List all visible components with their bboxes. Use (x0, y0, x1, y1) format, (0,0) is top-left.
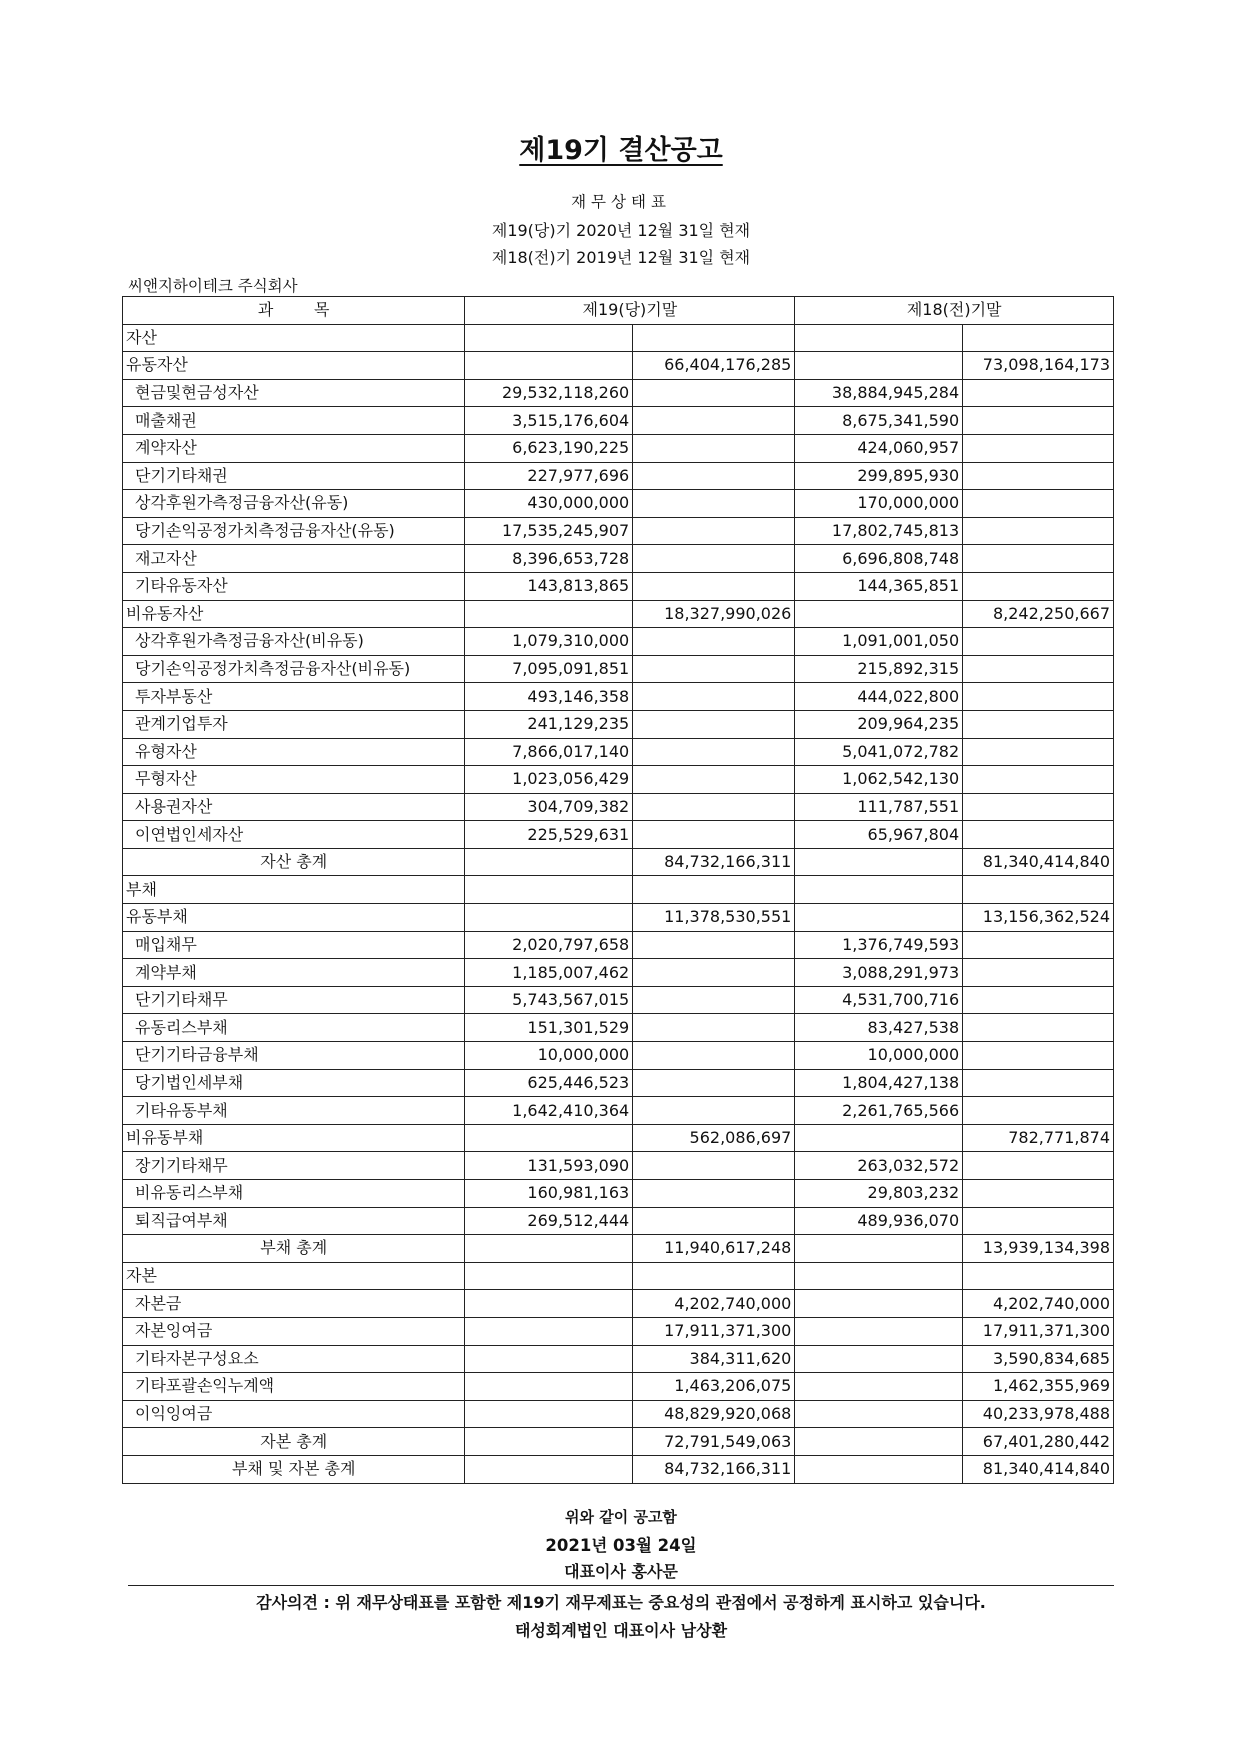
current-subtotal-value (633, 959, 795, 987)
prior-subtotal-value: 8,242,250,667 (963, 600, 1114, 628)
current-detail-value: 3,515,176,604 (465, 407, 633, 435)
divider (128, 1585, 1114, 1586)
table-row (123, 379, 1114, 407)
current-detail-value: 225,529,631 (465, 821, 633, 849)
prior-detail-value: 1,062,542,130 (795, 766, 963, 794)
account-name: 자본 총계 (123, 1428, 465, 1456)
prior-subtotal-value (963, 407, 1114, 435)
header-row (123, 297, 1114, 325)
current-detail-value (465, 324, 633, 352)
account-name: 유동부채 (123, 904, 465, 932)
prior-subtotal-value (963, 1207, 1114, 1235)
table-row (123, 1207, 1114, 1235)
prior-subtotal-value: 1,462,355,969 (963, 1373, 1114, 1401)
current-subtotal-value (633, 1014, 795, 1042)
prior-detail-value (795, 1373, 963, 1401)
table-row (123, 1042, 1114, 1070)
prior-subtotal-value: 13,939,134,398 (963, 1235, 1114, 1263)
table-row (123, 1124, 1114, 1152)
current-detail-value: 10,000,000 (465, 1042, 633, 1070)
account-name: 당기법인세부채 (123, 1069, 465, 1097)
current-subtotal-value (633, 490, 795, 518)
prior-detail-value: 2,261,765,566 (795, 1097, 963, 1125)
table-row (123, 848, 1114, 876)
current-subtotal-value (633, 462, 795, 490)
prior-detail-value: 424,060,957 (795, 434, 963, 462)
current-detail-value (465, 1124, 633, 1152)
current-detail-value (465, 1400, 633, 1428)
prior-detail-value (795, 1235, 963, 1263)
prior-subtotal-value: 3,590,834,685 (963, 1345, 1114, 1373)
account-name: 퇴직급여부채 (123, 1207, 465, 1235)
prior-subtotal-value (963, 959, 1114, 987)
current-detail-value (465, 1290, 633, 1318)
current-subtotal-value (633, 1180, 795, 1208)
current-subtotal-value (633, 545, 795, 573)
account-name: 자본금 (123, 1290, 465, 1318)
current-detail-value: 17,535,245,907 (465, 517, 633, 545)
current-subtotal-value (633, 379, 795, 407)
prior-detail-value: 170,000,000 (795, 490, 963, 518)
prior-detail-value: 29,803,232 (795, 1180, 963, 1208)
prior-subtotal-value (963, 793, 1114, 821)
prior-subtotal-value: 67,401,280,442 (963, 1428, 1114, 1456)
current-subtotal-value (633, 434, 795, 462)
period-prior: 제18(전)기 2019년 12월 31일 현재 (491, 248, 751, 267)
current-subtotal-value (633, 793, 795, 821)
current-subtotal-value: 84,732,166,311 (633, 1455, 795, 1483)
current-detail-value: 5,743,567,015 (465, 986, 633, 1014)
prior-detail-value (795, 848, 963, 876)
account-name: 유형자산 (123, 738, 465, 766)
table-row (123, 793, 1114, 821)
current-detail-value (465, 876, 633, 904)
prior-subtotal-value (963, 628, 1114, 656)
current-detail-value: 8,396,653,728 (465, 545, 633, 573)
table-row (123, 1014, 1114, 1042)
prior-detail-value (795, 1455, 963, 1483)
account-name: 단기기타금융부채 (123, 1042, 465, 1070)
account-name: 기타유동부채 (123, 1097, 465, 1125)
table-row (123, 710, 1114, 738)
table-row (123, 1317, 1114, 1345)
balance-sheet-table (122, 296, 1114, 1484)
account-name: 사용권자산 (123, 793, 465, 821)
table-row (123, 1290, 1114, 1318)
prior-subtotal-value (963, 1262, 1114, 1290)
current-subtotal-value: 72,791,549,063 (633, 1428, 795, 1456)
prior-detail-value: 209,964,235 (795, 710, 963, 738)
account-name: 상각후원가측정금융자산(유동) (123, 490, 465, 518)
prior-detail-value: 83,427,538 (795, 1014, 963, 1042)
current-detail-value: 2,020,797,658 (465, 931, 633, 959)
current-subtotal-value (633, 738, 795, 766)
current-subtotal-value: 4,202,740,000 (633, 1290, 795, 1318)
audit-opinion: 감사의견 : 위 재무상태표를 포함한 제19기 재무제표는 중요성의 관점에서 공정하게 표시하고 있습니다. (256, 1593, 986, 1612)
header-account: 과 목 (123, 297, 465, 325)
account-name: 무형자산 (123, 766, 465, 794)
table-row (123, 1097, 1114, 1125)
current-detail-value: 430,000,000 (465, 490, 633, 518)
prior-subtotal-value (963, 1042, 1114, 1070)
account-name: 이익잉여금 (123, 1400, 465, 1428)
account-name: 단기기타채무 (123, 986, 465, 1014)
prior-subtotal-value (963, 324, 1114, 352)
prior-detail-value (795, 1345, 963, 1373)
prior-detail-value (795, 352, 963, 380)
table-row (123, 352, 1114, 380)
table-body (123, 324, 1114, 1483)
table-row (123, 959, 1114, 987)
current-detail-value: 131,593,090 (465, 1152, 633, 1180)
current-detail-value: 29,532,118,260 (465, 379, 633, 407)
account-name: 계약부채 (123, 959, 465, 987)
current-subtotal-value: 562,086,697 (633, 1124, 795, 1152)
current-detail-value (465, 1235, 633, 1263)
current-subtotal-value: 17,911,371,300 (633, 1317, 795, 1345)
prior-subtotal-value (963, 1014, 1114, 1042)
prior-detail-value: 1,804,427,138 (795, 1069, 963, 1097)
table-row (123, 517, 1114, 545)
current-subtotal-value: 1,463,206,075 (633, 1373, 795, 1401)
current-detail-value: 6,623,190,225 (465, 434, 633, 462)
current-subtotal-value: 384,311,620 (633, 1345, 795, 1373)
account-name: 계약자산 (123, 434, 465, 462)
prior-subtotal-value (963, 931, 1114, 959)
prior-detail-value: 65,967,804 (795, 821, 963, 849)
table-row (123, 876, 1114, 904)
current-detail-value: 493,146,358 (465, 683, 633, 711)
account-name: 유동리스부채 (123, 1014, 465, 1042)
table-row (123, 407, 1114, 435)
current-subtotal-value: 84,732,166,311 (633, 848, 795, 876)
header-prior-period: 제18(전)기말 (795, 297, 1114, 325)
current-subtotal-value (633, 710, 795, 738)
current-detail-value: 1,023,056,429 (465, 766, 633, 794)
current-subtotal-value (633, 1097, 795, 1125)
current-detail-value: 625,446,523 (465, 1069, 633, 1097)
current-detail-value: 227,977,696 (465, 462, 633, 490)
current-detail-value (465, 1455, 633, 1483)
prior-detail-value (795, 600, 963, 628)
prior-subtotal-value: 73,098,164,173 (963, 352, 1114, 380)
prior-detail-value (795, 1124, 963, 1152)
current-subtotal-value (633, 821, 795, 849)
prior-subtotal-value (963, 766, 1114, 794)
prior-detail-value: 5,041,072,782 (795, 738, 963, 766)
prior-detail-value: 111,787,551 (795, 793, 963, 821)
current-subtotal-value (633, 766, 795, 794)
account-name: 매입채무 (123, 931, 465, 959)
current-subtotal-value (633, 572, 795, 600)
current-detail-value: 1,185,007,462 (465, 959, 633, 987)
table-row (123, 1235, 1114, 1263)
table-row (123, 904, 1114, 932)
prior-detail-value: 4,531,700,716 (795, 986, 963, 1014)
table-row (123, 324, 1114, 352)
current-subtotal-value (633, 1152, 795, 1180)
table-row (123, 1455, 1114, 1483)
account-name: 매출채권 (123, 407, 465, 435)
current-detail-value: 7,866,017,140 (465, 738, 633, 766)
current-detail-value (465, 1345, 633, 1373)
notice-date: 2021년 03월 24일 (545, 1536, 697, 1555)
account-name: 재고자산 (123, 545, 465, 573)
account-name: 자본잉여금 (123, 1317, 465, 1345)
prior-subtotal-value: 40,233,978,488 (963, 1400, 1114, 1428)
table-row (123, 1373, 1114, 1401)
account-name: 당기손익공정가치측정금융자산(비유동) (123, 655, 465, 683)
table-row (123, 1069, 1114, 1097)
current-subtotal-value (633, 407, 795, 435)
table-row (123, 572, 1114, 600)
prior-detail-value: 10,000,000 (795, 1042, 963, 1070)
table-row (123, 821, 1114, 849)
table-row (123, 1345, 1114, 1373)
account-name: 기타자본구성요소 (123, 1345, 465, 1373)
prior-detail-value (795, 1400, 963, 1428)
table-row (123, 1262, 1114, 1290)
current-detail-value: 7,095,091,851 (465, 655, 633, 683)
prior-subtotal-value (963, 572, 1114, 600)
current-subtotal-value (633, 1207, 795, 1235)
period-current: 제19(당)기 2020년 12월 31일 현재 (491, 221, 751, 240)
auditor-name: 태성회계법인 대표이사 남상환 (514, 1621, 728, 1640)
account-name: 투자부동산 (123, 683, 465, 711)
current-subtotal-value (633, 1069, 795, 1097)
current-subtotal-value (633, 1042, 795, 1070)
prior-subtotal-value (963, 1152, 1114, 1180)
current-subtotal-value (633, 683, 795, 711)
prior-detail-value: 6,696,808,748 (795, 545, 963, 573)
table-row (123, 462, 1114, 490)
ceo-name: 대표이사 홍사문 (564, 1562, 678, 1581)
prior-detail-value (795, 1290, 963, 1318)
current-detail-value (465, 1428, 633, 1456)
prior-subtotal-value: 782,771,874 (963, 1124, 1114, 1152)
prior-detail-value: 444,022,800 (795, 683, 963, 711)
current-subtotal-value (633, 655, 795, 683)
prior-subtotal-value: 81,340,414,840 (963, 1455, 1114, 1483)
current-subtotal-value (633, 628, 795, 656)
current-subtotal-value (633, 986, 795, 1014)
prior-detail-value: 38,884,945,284 (795, 379, 963, 407)
table-row (123, 683, 1114, 711)
table-row (123, 986, 1114, 1014)
prior-detail-value: 3,088,291,973 (795, 959, 963, 987)
account-name: 단기기타채권 (123, 462, 465, 490)
current-detail-value: 151,301,529 (465, 1014, 633, 1042)
current-detail-value: 241,129,235 (465, 710, 633, 738)
current-detail-value: 304,709,382 (465, 793, 633, 821)
table-row (123, 655, 1114, 683)
prior-detail-value: 8,675,341,590 (795, 407, 963, 435)
prior-subtotal-value (963, 434, 1114, 462)
header-current-period: 제19(당)기말 (465, 297, 795, 325)
account-name: 비유동부채 (123, 1124, 465, 1152)
table-row (123, 1400, 1114, 1428)
prior-subtotal-value (963, 683, 1114, 711)
account-name: 기타포괄손익누계액 (123, 1373, 465, 1401)
current-detail-value (465, 1262, 633, 1290)
prior-detail-value (795, 1262, 963, 1290)
account-name: 부채 (123, 876, 465, 904)
prior-subtotal-value (963, 986, 1114, 1014)
current-detail-value: 143,813,865 (465, 572, 633, 600)
table-row (123, 931, 1114, 959)
current-detail-value: 1,642,410,364 (465, 1097, 633, 1125)
prior-subtotal-value (963, 545, 1114, 573)
prior-subtotal-value: 4,202,740,000 (963, 1290, 1114, 1318)
current-detail-value (465, 904, 633, 932)
current-subtotal-value: 48,829,920,068 (633, 1400, 795, 1428)
account-name: 상각후원가측정금융자산(비유동) (123, 628, 465, 656)
account-name: 장기기타채무 (123, 1152, 465, 1180)
current-subtotal-value (633, 324, 795, 352)
account-name: 이연법인세자산 (123, 821, 465, 849)
prior-subtotal-value (963, 379, 1114, 407)
prior-subtotal-value (963, 1097, 1114, 1125)
current-subtotal-value: 11,378,530,551 (633, 904, 795, 932)
prior-detail-value: 17,802,745,813 (795, 517, 963, 545)
table-row (123, 600, 1114, 628)
prior-detail-value (795, 324, 963, 352)
table-row (123, 738, 1114, 766)
table-row (123, 1428, 1114, 1456)
current-subtotal-value: 66,404,176,285 (633, 352, 795, 380)
current-detail-value: 269,512,444 (465, 1207, 633, 1235)
current-detail-value (465, 1317, 633, 1345)
prior-detail-value (795, 904, 963, 932)
current-subtotal-value (633, 931, 795, 959)
prior-subtotal-value (963, 821, 1114, 849)
account-name: 현금및현금성자산 (123, 379, 465, 407)
prior-subtotal-value (963, 655, 1114, 683)
account-name: 당기손익공정가치측정금융자산(유동) (123, 517, 465, 545)
prior-detail-value: 489,936,070 (795, 1207, 963, 1235)
statement-subtitle: 재무상태표 (571, 193, 671, 211)
account-name: 유동자산 (123, 352, 465, 380)
table-row (123, 1180, 1114, 1208)
prior-detail-value (795, 1428, 963, 1456)
current-detail-value (465, 600, 633, 628)
prior-detail-value (795, 1317, 963, 1345)
account-name: 부채 및 자본 총계 (123, 1455, 465, 1483)
account-name: 부채 총계 (123, 1235, 465, 1263)
table-row (123, 490, 1114, 518)
account-name: 자산 총계 (123, 848, 465, 876)
prior-detail-value: 263,032,572 (795, 1152, 963, 1180)
current-subtotal-value: 18,327,990,026 (633, 600, 795, 628)
prior-subtotal-value (963, 490, 1114, 518)
prior-detail-value: 299,895,930 (795, 462, 963, 490)
notice-text: 위와 같이 공고함 (565, 1508, 677, 1526)
table-row (123, 766, 1114, 794)
prior-subtotal-value (963, 1069, 1114, 1097)
prior-subtotal-value: 81,340,414,840 (963, 848, 1114, 876)
current-detail-value: 1,079,310,000 (465, 628, 633, 656)
prior-subtotal-value (963, 462, 1114, 490)
current-subtotal-value (633, 1262, 795, 1290)
table-row (123, 434, 1114, 462)
account-name: 기타유동자산 (123, 572, 465, 600)
account-name: 비유동리스부채 (123, 1180, 465, 1208)
table-row (123, 628, 1114, 656)
current-subtotal-value: 11,940,617,248 (633, 1235, 795, 1263)
account-name: 자산 (123, 324, 465, 352)
prior-detail-value (795, 876, 963, 904)
prior-subtotal-value (963, 876, 1114, 904)
prior-subtotal-value (963, 738, 1114, 766)
current-subtotal-value (633, 876, 795, 904)
current-detail-value (465, 352, 633, 380)
prior-subtotal-value (963, 1180, 1114, 1208)
current-detail-value (465, 1373, 633, 1401)
prior-subtotal-value (963, 517, 1114, 545)
prior-detail-value: 1,376,749,593 (795, 931, 963, 959)
account-name: 비유동자산 (123, 600, 465, 628)
current-detail-value (465, 848, 633, 876)
company-name: 씨앤지하이테크 주식회사 (128, 277, 298, 295)
current-subtotal-value (633, 517, 795, 545)
account-name: 자본 (123, 1262, 465, 1290)
table-row (123, 545, 1114, 573)
announcement-title: 제19기 결산공고 (519, 135, 723, 166)
prior-detail-value: 1,091,001,050 (795, 628, 963, 656)
prior-detail-value: 215,892,315 (795, 655, 963, 683)
prior-detail-value: 144,365,851 (795, 572, 963, 600)
prior-subtotal-value (963, 710, 1114, 738)
current-detail-value: 160,981,163 (465, 1180, 633, 1208)
account-name: 관계기업투자 (123, 710, 465, 738)
prior-subtotal-value: 17,911,371,300 (963, 1317, 1114, 1345)
table-row (123, 1152, 1114, 1180)
prior-subtotal-value: 13,156,362,524 (963, 904, 1114, 932)
